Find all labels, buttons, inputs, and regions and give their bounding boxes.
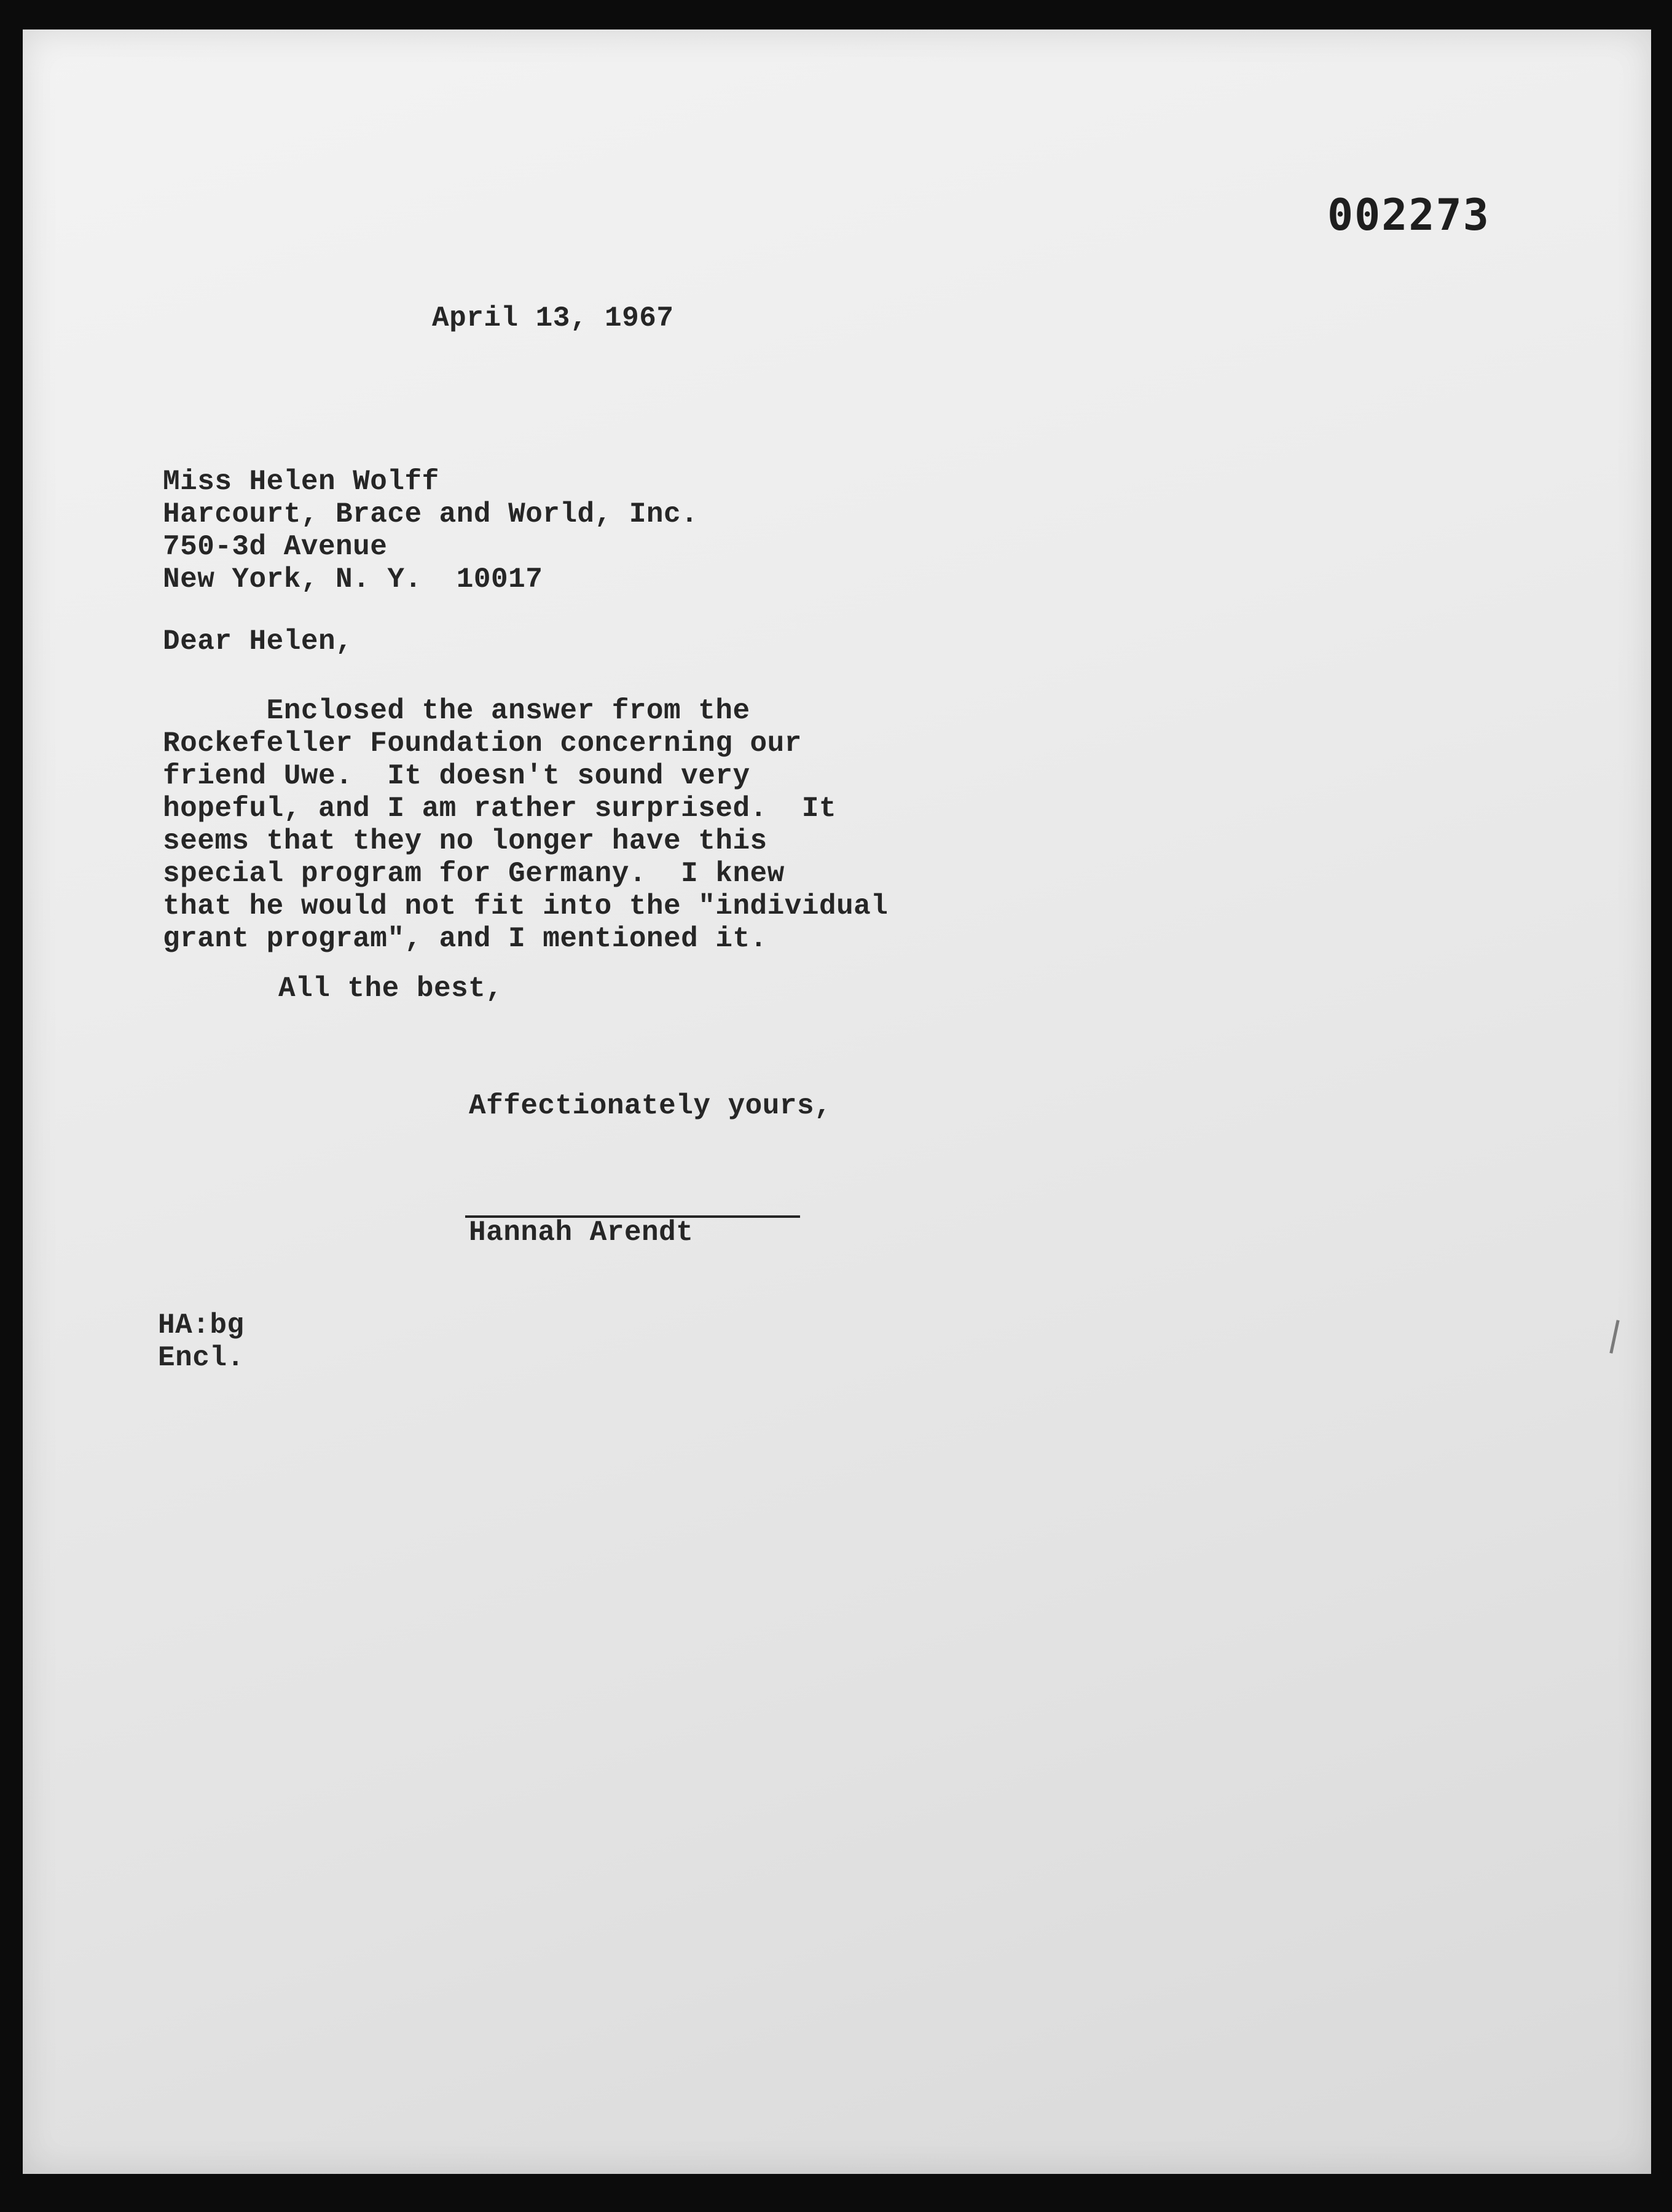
closing-line: All the best,	[278, 973, 503, 1005]
body-line: Rockefeller Foundation concerning our	[163, 728, 802, 759]
body-line: friend Uwe. It doesn't sound very	[163, 760, 750, 792]
letter-page	[23, 29, 1651, 2174]
recipient-city: New York, N. Y. 10017	[163, 563, 543, 595]
enclosure-line: Encl.	[158, 1342, 245, 1374]
body-line: seems that they no longer have this	[163, 825, 767, 857]
scan-artifact-mark	[1609, 1320, 1619, 1354]
salutation: Dear Helen,	[163, 626, 353, 657]
letter-body	[163, 695, 888, 955]
recipient-address	[163, 466, 698, 596]
letter-date: April 13, 1967	[432, 302, 674, 334]
reference-initials	[158, 1309, 245, 1375]
reference-line: HA:bg	[158, 1309, 245, 1341]
body-line: that he would not fit into the "individual	[163, 890, 889, 922]
body-line: grant program", and I mentioned it.	[163, 923, 767, 955]
document-number: 002273	[1327, 190, 1490, 240]
signer-name: Hannah Arendt	[469, 1217, 694, 1249]
body-line: hopeful, and I am rather surprised. It	[163, 793, 837, 825]
valediction: Affectionately yours,	[469, 1090, 832, 1122]
recipient-name: Miss Helen Wolff	[163, 466, 439, 498]
body-line: special program for Germany. I knew	[163, 858, 785, 890]
recipient-company: Harcourt, Brace and World, Inc.	[163, 498, 699, 530]
body-line: Enclosed the answer from the	[163, 695, 750, 727]
recipient-street: 750-3d Avenue	[163, 531, 388, 563]
